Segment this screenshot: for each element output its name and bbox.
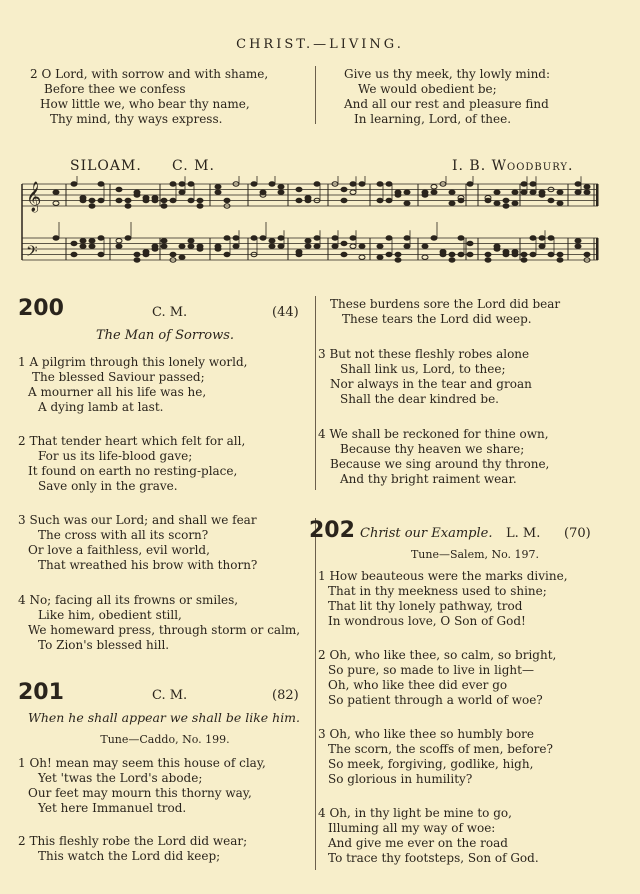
note-head [530, 252, 536, 256]
note-head [332, 244, 338, 248]
note-head [143, 252, 149, 256]
tune-composer: I. B. Woodbury. [452, 158, 574, 174]
note-head [179, 244, 185, 248]
verse [318, 569, 568, 629]
verse-line: Shall the dear kindred be. [340, 392, 499, 406]
note-head [467, 241, 473, 245]
hymn-number: 202 [309, 518, 355, 543]
note-head [197, 198, 203, 202]
verse-line: The cross with all its scorn? [38, 528, 209, 542]
note-head [521, 252, 527, 256]
verse [318, 648, 556, 708]
verse-line: It found on earth no resting-place, [28, 464, 238, 478]
note-head [71, 182, 77, 186]
note-head [494, 201, 500, 205]
tune-name: SILOAM. [70, 158, 142, 174]
note-head [449, 252, 455, 256]
verse-line: That lit thy lonely pathway, trod [328, 599, 523, 613]
verse-line: 2 O Lord, with sorrow and with shame, [30, 67, 269, 81]
note-head [503, 204, 509, 208]
note-head [278, 244, 284, 248]
note-head [314, 236, 320, 240]
double-bar-line [596, 238, 599, 260]
note-head [224, 236, 230, 240]
note-head [404, 236, 410, 240]
note-head [116, 187, 122, 191]
verse-line: For us its life-blood gave; [38, 449, 193, 463]
note-head [98, 182, 104, 186]
note-head [395, 190, 401, 194]
note-head [161, 244, 167, 248]
verse-line: So patient through a world of woe? [328, 693, 543, 707]
note-head [161, 198, 167, 202]
note-head [548, 198, 554, 202]
note-head [557, 252, 563, 256]
hymn-number: 200 [18, 296, 64, 321]
note-head [539, 244, 545, 248]
note-head [251, 182, 257, 186]
note-head [404, 244, 410, 248]
note-head [125, 198, 131, 202]
note-head [161, 239, 167, 243]
note-head [269, 182, 275, 186]
note-head [431, 185, 437, 189]
note-head [458, 198, 464, 202]
verse-line: 4 We shall be reckoned for thine own, [318, 427, 549, 441]
note-head [431, 236, 437, 240]
note-head [233, 236, 239, 240]
note-head [152, 198, 158, 202]
note-head [278, 190, 284, 194]
double-bar-line [596, 184, 599, 206]
note-head [539, 236, 545, 240]
note-head [116, 239, 122, 243]
verse [318, 727, 553, 787]
note-head [350, 182, 356, 186]
verse [18, 834, 247, 864]
column-divider [315, 66, 316, 124]
note-head [422, 244, 428, 248]
note-head [377, 198, 383, 202]
note-head [296, 187, 302, 191]
hymn-ref: (44) [272, 305, 299, 320]
note-head [89, 244, 95, 248]
hymn-number: 201 [18, 680, 64, 705]
verse-line: So meek, forgiving, godlike, high, [328, 757, 534, 771]
column-divider [315, 518, 316, 870]
note-head [179, 190, 185, 194]
hymn-title: Christ our Example. [360, 526, 493, 541]
note-head [188, 244, 194, 248]
music-score [20, 176, 602, 278]
note-head [278, 185, 284, 189]
note-head [350, 244, 356, 248]
note-head [188, 182, 194, 186]
note-head [557, 258, 563, 262]
verse-line: 2 That tender heart which felt for all, [18, 434, 246, 448]
verse-line: In learning, Lord, of thee. [354, 112, 512, 126]
verse-line: Before thee we confess [44, 82, 186, 96]
verse-line: So pure, so made to live in light— [328, 663, 534, 677]
note-head [80, 239, 86, 243]
note-head [386, 252, 392, 256]
note-head [341, 241, 347, 245]
tune-reference: Tune—Caddo, No. 199. [100, 733, 230, 746]
note-head [395, 258, 401, 262]
note-head [350, 236, 356, 240]
note-head [494, 190, 500, 194]
note-head [530, 236, 536, 240]
verse-line: Illuming all my way of woe: [328, 821, 496, 835]
note-head [332, 236, 338, 240]
note-head [530, 182, 536, 186]
note-head [314, 244, 320, 248]
verse-line: The scorn, the scoffs of men, before? [328, 742, 553, 756]
note-head [179, 255, 185, 259]
note-head [269, 244, 275, 248]
note-head [422, 255, 428, 259]
verse-line: To trace thy footsteps, Son of God. [328, 851, 539, 865]
note-head [89, 239, 95, 243]
hymn-meter: C. M. [152, 305, 188, 320]
note-head [404, 201, 410, 205]
verse [18, 434, 245, 494]
verse-line: We would obedient be; [358, 82, 497, 96]
note-head [458, 252, 464, 256]
note-head [179, 182, 185, 186]
note-head [359, 255, 365, 259]
note-head [215, 244, 221, 248]
verse-line: 2 Oh, who like thee, so calm, so bright, [318, 648, 557, 662]
verse-line: Because thy heaven we share; [340, 442, 525, 456]
verse-line: Yet here Immanuel trod. [38, 801, 187, 815]
verse-line: Save only in the grave. [38, 479, 178, 493]
verse-line: A dying lamb at last. [38, 400, 164, 414]
note-head [548, 236, 554, 240]
note-head [449, 258, 455, 262]
note-head [377, 244, 383, 248]
hymn-ref: (70) [564, 526, 591, 541]
verse-line: Or love a faithless, evil world, [28, 543, 210, 557]
note-head [134, 252, 140, 256]
verse-line: Thy mind, thy ways express. [50, 112, 223, 126]
verse-line: We homeward press, through storm or calm, [28, 623, 301, 637]
verse [318, 427, 549, 487]
verse [318, 806, 539, 866]
tune-meter: C. M. [172, 158, 215, 174]
verse-line: 4 Oh, in thy light be mine to go, [318, 806, 512, 820]
verse [18, 513, 257, 573]
verse-line: 1 How beauteous were the marks divine, [318, 569, 568, 583]
verse-line: In wondrous love, O Son of God! [328, 614, 526, 628]
note-head [359, 244, 365, 248]
note-head [584, 185, 590, 189]
verse-line: Like him, obedient still, [38, 608, 182, 622]
verse-line: That in thy meekness used to shine; [328, 584, 547, 598]
note-head [377, 255, 383, 259]
note-head [467, 182, 473, 186]
note-head [512, 252, 518, 256]
note-head [80, 198, 86, 202]
verse-line: 4 No; facing all its frowns or smiles, [18, 593, 239, 607]
note-head [485, 258, 491, 262]
note-head [305, 244, 311, 248]
note-head [278, 236, 284, 240]
note-head [440, 252, 446, 256]
note-head [539, 190, 545, 194]
note-head [143, 198, 149, 202]
note-head [449, 190, 455, 194]
note-head [251, 236, 257, 240]
note-head [170, 252, 176, 256]
note-head [125, 236, 131, 240]
note-head [197, 244, 203, 248]
note-head [80, 244, 86, 248]
note-head [224, 252, 230, 256]
verse [18, 756, 266, 816]
note-head [305, 198, 311, 202]
verse-line: Yet 'twas the Lord's abode; [38, 771, 203, 785]
hymn-ref: (82) [272, 688, 299, 703]
note-head [134, 190, 140, 194]
note-head [260, 190, 266, 194]
note-head [584, 190, 590, 194]
verse-line: These tears the Lord did weep. [342, 312, 532, 326]
note-head [530, 190, 536, 194]
note-head [116, 198, 122, 202]
verse-line: That wreathed his brow with thorn? [38, 558, 258, 572]
verse-line: This watch the Lord did keep; [38, 849, 221, 863]
verse-line: Oh, who like thee did ever go [328, 678, 508, 692]
note-head [521, 258, 527, 262]
note-head [467, 252, 473, 256]
note-head [422, 190, 428, 194]
bass-clef-icon: 𝄢 [26, 243, 38, 264]
hymn-subtitle: The Man of Sorrows. [95, 328, 235, 343]
note-head [341, 252, 347, 256]
verse [318, 347, 532, 407]
verse-line: 1 Oh! mean may seem this house of clay, [18, 756, 266, 770]
note-head [296, 252, 302, 256]
note-head [404, 190, 410, 194]
note-head [98, 252, 104, 256]
verse-line: Shall link us, Lord, to thee; [340, 362, 506, 376]
note-head [503, 198, 509, 202]
note-head [53, 201, 59, 205]
verse-line: 3 Oh, who like thee so humbly bore [318, 727, 535, 741]
note-head [125, 204, 131, 208]
note-head [458, 236, 464, 240]
note-head [188, 198, 194, 202]
note-head [134, 258, 140, 262]
note-head [575, 182, 581, 186]
verse-line: Because we sing around thy throne, [330, 457, 550, 471]
note-head [575, 190, 581, 194]
note-head [494, 244, 500, 248]
column-divider [315, 296, 316, 490]
verse-line: Give us thy meek, thy lowly mind: [344, 67, 551, 81]
note-head [89, 198, 95, 202]
note-head [584, 252, 590, 256]
note-head [350, 190, 356, 194]
note-head [188, 239, 194, 243]
verse-line: The blessed Saviour passed; [32, 370, 205, 384]
note-head [512, 201, 518, 205]
verse-line: Our feet may mourn this thorny way, [28, 786, 252, 800]
note-head [215, 190, 221, 194]
verse-line: And give me ever on the road [328, 836, 508, 850]
note-head [260, 236, 266, 240]
note-head [305, 239, 311, 243]
note-head [512, 190, 518, 194]
note-head [197, 204, 203, 208]
note-head [575, 244, 581, 248]
verse [330, 297, 560, 327]
verse-line: 1 A pilgrim through this lonely world, [18, 355, 248, 369]
note-head [170, 198, 176, 202]
note-head [296, 198, 302, 202]
note-head [224, 198, 230, 202]
note-head [377, 182, 383, 186]
note-head [53, 236, 59, 240]
note-head [431, 190, 437, 194]
hymn-meter: C. M. [152, 688, 188, 703]
note-head [233, 244, 239, 248]
note-head [521, 190, 527, 194]
note-head [557, 201, 563, 205]
note-head [575, 239, 581, 243]
note-head [215, 185, 221, 189]
hymn-subtitle: When he shall appear we shall be like him. [27, 710, 301, 725]
note-head [314, 182, 320, 186]
note-head [71, 241, 77, 245]
verse [18, 593, 300, 653]
verse-line: To Zion's blessed hill. [38, 638, 170, 652]
note-head [386, 236, 392, 240]
verse-line: How little we, who bear thy name, [40, 97, 250, 111]
verse-line: Nor always in the tear and groan [330, 377, 532, 391]
verse [18, 355, 247, 415]
note-head [152, 244, 158, 248]
note-head [98, 236, 104, 240]
note-head [386, 182, 392, 186]
note-head [548, 252, 554, 256]
verse-line: So glorious in humility? [328, 772, 473, 786]
note-head [116, 244, 122, 248]
page-header: CHRIST.—LIVING. [236, 37, 404, 52]
note-head [395, 252, 401, 256]
note-head [71, 252, 77, 256]
verse-line: 3 Such was our Lord; and shall we fear [18, 513, 257, 527]
verse-line: A mourner all his life was he, [28, 385, 207, 399]
treble-clef-icon: 𝄞 [26, 182, 42, 212]
note-head [521, 182, 527, 186]
note-head [53, 190, 59, 194]
hymn-meter: L. M. [506, 526, 541, 541]
note-head [341, 198, 347, 202]
note-head [161, 204, 167, 208]
note-head [485, 252, 491, 256]
verse-line: And thy bright raiment wear. [340, 472, 517, 486]
note-head [557, 190, 563, 194]
tune-reference: Tune—Salem, No. 197. [410, 548, 540, 561]
verse-line: These burdens sore the Lord did bear [330, 297, 561, 311]
note-head [359, 182, 365, 186]
note-head [170, 182, 176, 186]
verse-line: And all our rest and pleasure find [344, 97, 549, 111]
note-head [503, 252, 509, 256]
note-head [98, 198, 104, 202]
verse-line: 3 But not these fleshly robes alone [318, 347, 530, 361]
note-head [341, 187, 347, 191]
note-head [269, 239, 275, 243]
note-head [449, 201, 455, 205]
top-left-verse [30, 67, 268, 127]
top-right-verse [344, 67, 550, 127]
note-head [89, 204, 95, 208]
verse-line: 2 This fleshly robe the Lord did wear; [18, 834, 248, 848]
note-head [386, 198, 392, 202]
note-head [485, 198, 491, 202]
